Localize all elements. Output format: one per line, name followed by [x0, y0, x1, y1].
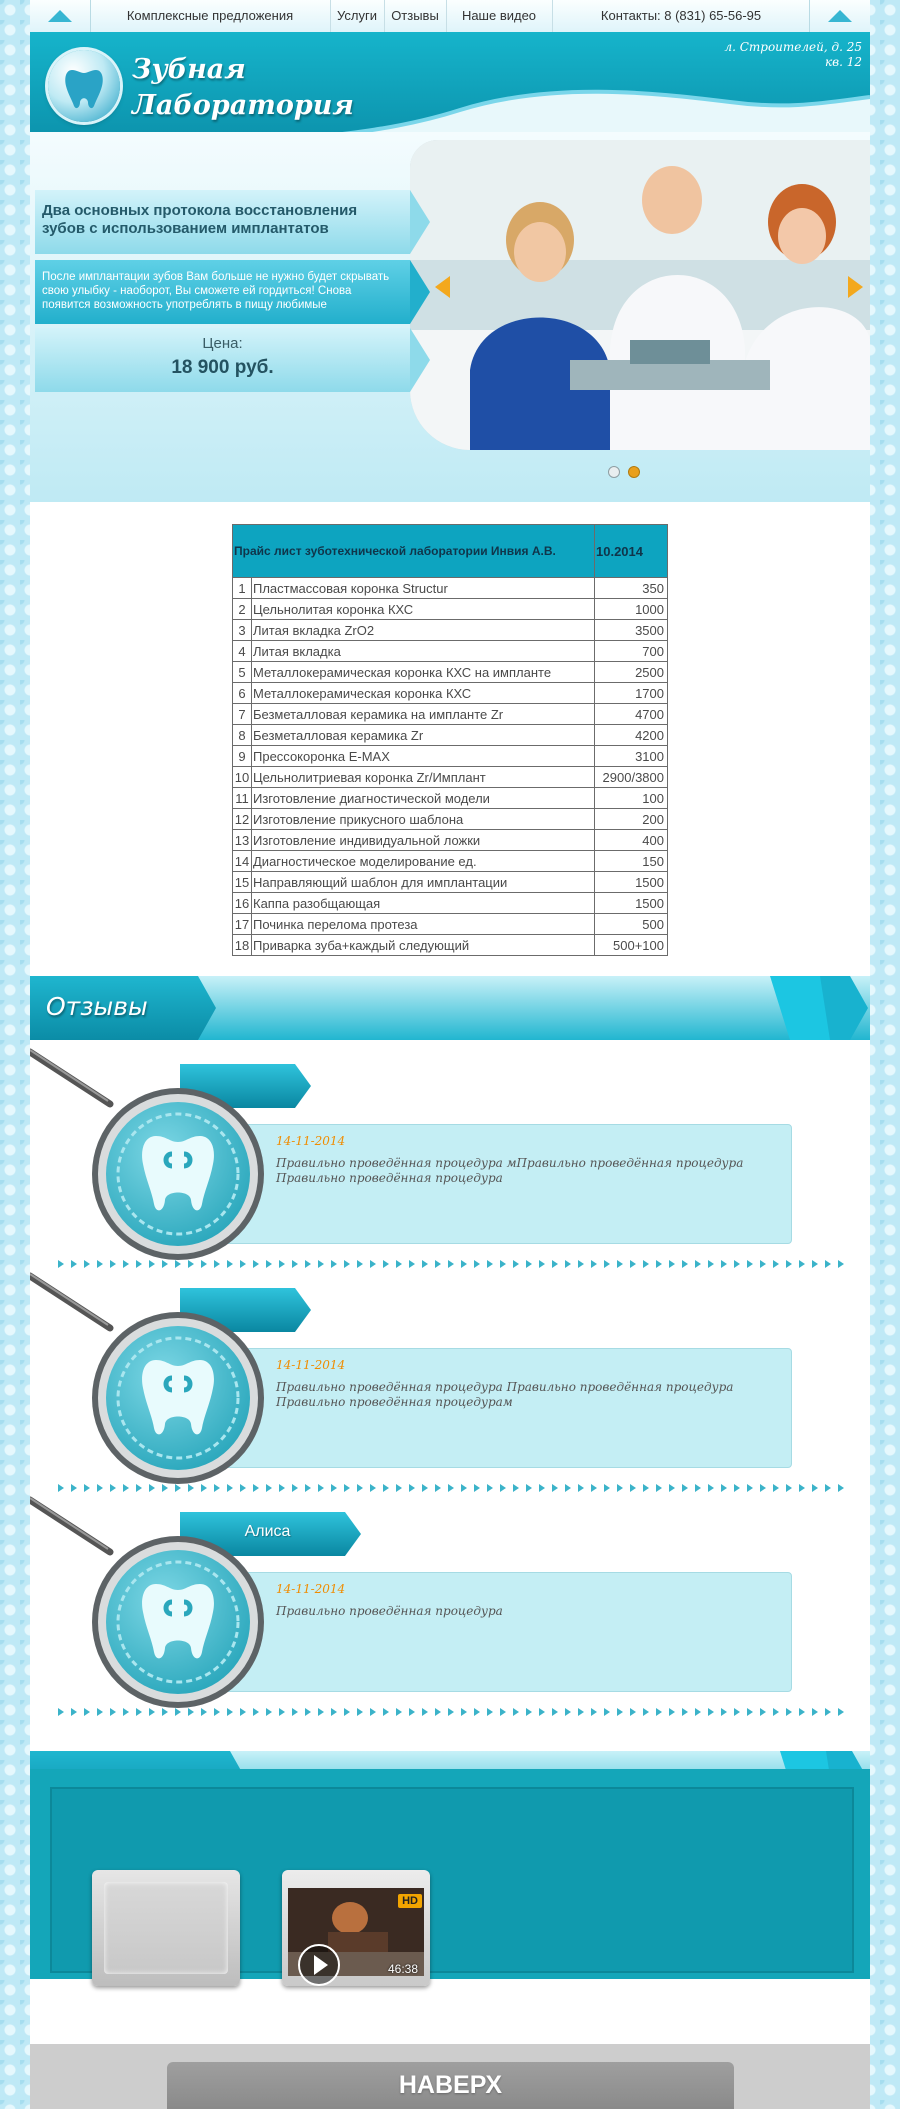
- review-item: [30, 1492, 870, 1724]
- row-number: 13: [233, 830, 252, 851]
- service-name: Прессокоронка E-MAX: [252, 746, 595, 767]
- logo-tooth-icon[interactable]: [48, 50, 120, 122]
- logo-line-1: Зубная: [132, 54, 246, 85]
- play-icon[interactable]: [298, 1944, 340, 1986]
- price-table-row: [233, 830, 668, 851]
- address-line-1: л. Строителей, д. 25: [724, 40, 862, 54]
- service-name: Каппа разобщающая: [252, 893, 595, 914]
- review-author: Алиса: [244, 1523, 291, 1540]
- price-table-date: 10.2014: [595, 525, 668, 578]
- price-table-row: [233, 599, 668, 620]
- slide-title: Два основных протокола восстановления зубов с использованием имплантатов: [42, 202, 358, 237]
- service-price: 1700: [595, 683, 668, 704]
- service-name: Изготовление прикусного шаблона: [252, 809, 595, 830]
- service-name: Безметалловая керамика Zr: [252, 725, 595, 746]
- review-text: Правильно проведённая процедура: [276, 1604, 503, 1618]
- price-table-row: [233, 662, 668, 683]
- logo-title[interactable]: [132, 52, 354, 124]
- row-number: 18: [233, 935, 252, 956]
- price-table-row: [233, 872, 668, 893]
- service-price: 100: [595, 788, 668, 809]
- row-number: 8: [233, 725, 252, 746]
- back-to-top-button[interactable]: НАВЕРХ: [167, 2062, 734, 2109]
- service-price: 4700: [595, 704, 668, 725]
- service-name: Металлокерамическая коронка КХС: [252, 683, 595, 704]
- video-placeholder: [104, 1882, 228, 1974]
- price-table-row: [233, 809, 668, 830]
- row-number: 12: [233, 809, 252, 830]
- review-text: Правильно проведённая процедура Правильно проведённая процедура Правильно проведённая процедурам: [276, 1380, 734, 1409]
- price-table-header: [233, 525, 668, 578]
- row-number: 2: [233, 599, 252, 620]
- service-price: 150: [595, 851, 668, 872]
- video-thumbnail-1[interactable]: [92, 1870, 240, 1986]
- service-name: Диагностическое моделирование ед.: [252, 851, 595, 872]
- price-table-row: [233, 746, 668, 767]
- price-table-row: [233, 578, 668, 599]
- service-name: Металлокерамическая коронка КХС на импланте: [252, 662, 595, 683]
- service-price: 500: [595, 914, 668, 935]
- price-table-row: [233, 767, 668, 788]
- slider-dot-1[interactable]: [608, 466, 620, 478]
- slide-text: После имплантации зубов Вам больше не нужно будет скрывать свою улыбку - наоборот, Вы сможете ей гордиться! Снова появится возможность употреблять в пищу любимые: [42, 271, 390, 311]
- scroll-up-right-icon[interactable]: [809, 0, 870, 32]
- row-number: 15: [233, 872, 252, 893]
- reviews-section-header: [30, 976, 870, 1040]
- row-number: 14: [233, 851, 252, 872]
- service-price: 3100: [595, 746, 668, 767]
- row-number: 4: [233, 641, 252, 662]
- row-number: 10: [233, 767, 252, 788]
- video-thumbnail-2[interactable]: [282, 1870, 430, 1986]
- service-price: 500+100: [595, 935, 668, 956]
- page-container: [30, 32, 870, 2109]
- hd-badge: HD: [398, 1894, 422, 1908]
- service-price: 200: [595, 809, 668, 830]
- service-price: 1000: [595, 599, 668, 620]
- video-duration: 46:38: [387, 1962, 418, 1976]
- menu-item-services[interactable]: Услуги: [330, 0, 385, 32]
- slider-prev-icon[interactable]: [435, 276, 450, 298]
- tooth-badge-icon: [88, 1084, 268, 1264]
- service-price: 3500: [595, 620, 668, 641]
- service-name: Направляющий шаблон для имплантации: [252, 872, 595, 893]
- row-number: 9: [233, 746, 252, 767]
- reviews-title: Отзывы: [46, 992, 148, 1021]
- review-box: [180, 1572, 792, 1692]
- menu-item-video[interactable]: Наше видео: [446, 0, 553, 32]
- price-table-row: [233, 683, 668, 704]
- row-number: 5: [233, 662, 252, 683]
- price-table-row: [233, 935, 668, 956]
- review-date: 14-11-2014: [276, 1358, 346, 1372]
- review-text: Правильно проведённая процедура мПравильно проведённая процедура Правильно проведённая процедура: [276, 1156, 744, 1185]
- review-item: [30, 1268, 870, 1500]
- review-separator: [58, 1708, 850, 1716]
- review-item: [30, 1044, 870, 1276]
- service-price: 2900/3800: [595, 767, 668, 788]
- price-table: [232, 524, 668, 956]
- price-table-row: [233, 851, 668, 872]
- price-table-row: [233, 914, 668, 935]
- service-price: 1500: [595, 893, 668, 914]
- review-date: 14-11-2014: [276, 1134, 346, 1148]
- row-number: 16: [233, 893, 252, 914]
- price-table-row: [233, 893, 668, 914]
- logo-line-2: Лаборатория: [132, 90, 354, 121]
- price-table-row: [233, 725, 668, 746]
- service-name: Цельнолитриевая коронка Zr/Имплант: [252, 767, 595, 788]
- row-number: 3: [233, 620, 252, 641]
- slider-photo: [410, 140, 870, 450]
- scroll-up-left-icon[interactable]: [30, 0, 91, 32]
- row-number: 7: [233, 704, 252, 725]
- service-price: 2500: [595, 662, 668, 683]
- service-price: 350: [595, 578, 668, 599]
- row-number: 11: [233, 788, 252, 809]
- price-table-title: Прайс лист зуботехнической лаборатории Инвия А.В.: [233, 525, 595, 578]
- slider-next-icon[interactable]: [848, 276, 863, 298]
- price-value: 18 900 руб.: [171, 357, 274, 378]
- price-table-row: [233, 641, 668, 662]
- service-name: Изготовление диагностической модели: [252, 788, 595, 809]
- tooth-badge-icon: [88, 1308, 268, 1488]
- service-name: Приварка зуба+каждый следующий: [252, 935, 595, 956]
- top-menu-bar: [30, 0, 870, 33]
- price-table-row: [233, 788, 668, 809]
- address: [724, 40, 862, 70]
- review-separator: [58, 1484, 850, 1492]
- price-table-row: [233, 704, 668, 725]
- service-name: Изготовление индивидуальной ложки: [252, 830, 595, 851]
- service-name: Безметалловая керамика на импланте Zr: [252, 704, 595, 725]
- menu-item-reviews[interactable]: Отзывы: [384, 0, 447, 32]
- menu-item-offers[interactable]: Комплексные предложения: [90, 0, 331, 32]
- price-label: Цена:: [202, 335, 243, 352]
- menu-item-contacts[interactable]: Контакты: 8 (831) 65-56-95: [600, 8, 762, 23]
- slider-dot-2-active[interactable]: [628, 466, 640, 478]
- row-number: 17: [233, 914, 252, 935]
- service-name: Починка перелома протеза: [252, 914, 595, 935]
- review-date: 14-11-2014: [276, 1582, 346, 1596]
- price-table-row: [233, 620, 668, 641]
- row-number: 1: [233, 578, 252, 599]
- row-number: 6: [233, 683, 252, 704]
- tooth-badge-icon: [88, 1532, 268, 1712]
- service-price: 400: [595, 830, 668, 851]
- service-name: Литая вкладка: [252, 641, 595, 662]
- service-name: Пластмассовая коронка Structur: [252, 578, 595, 599]
- review-separator: [58, 1260, 850, 1268]
- address-line-2: кв. 12: [824, 55, 862, 69]
- service-name: Цельнолитая коронка КХС: [252, 599, 595, 620]
- service-price: 1500: [595, 872, 668, 893]
- service-name: Литая вкладка ZrO2: [252, 620, 595, 641]
- service-price: 700: [595, 641, 668, 662]
- service-price: 4200: [595, 725, 668, 746]
